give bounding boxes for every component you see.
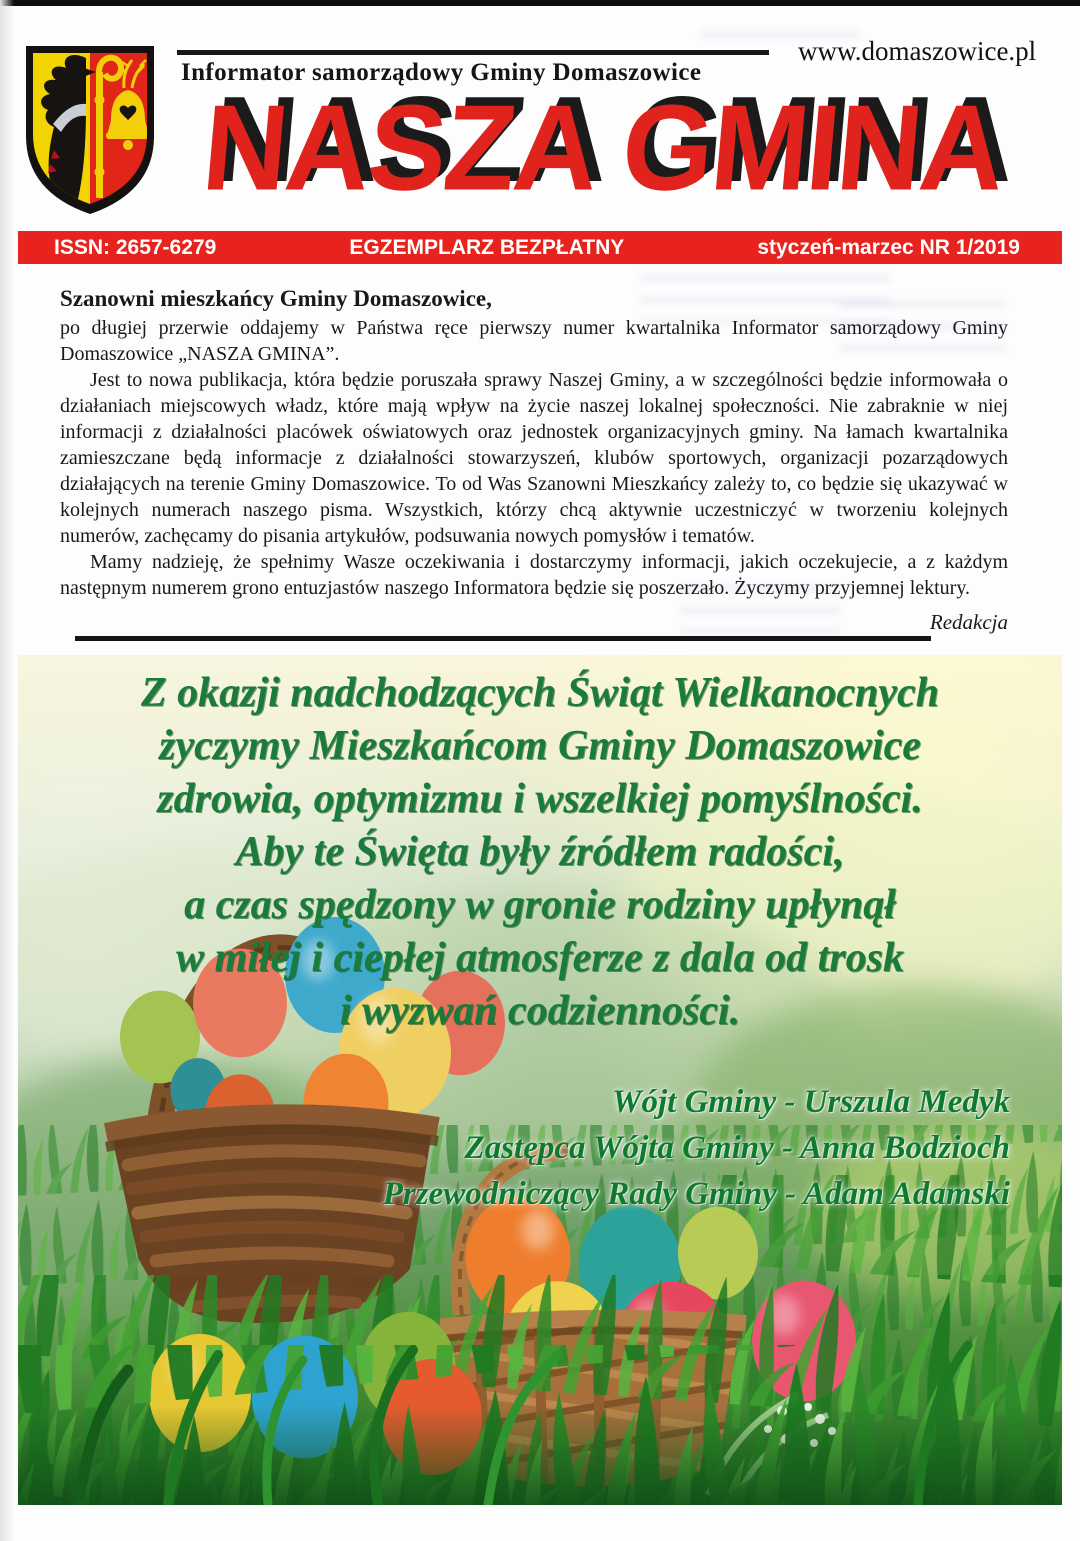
publication-subtitle: Informator samorządowy Gminy Domaszowice — [181, 59, 702, 86]
signature-wojt: Wójt Gminy - Urszula Medyk — [612, 1084, 1010, 1120]
letter-paragraph-3: Mamy nadzieję, że spełnimy Wasze oczekiwania i dostarczymy informacji, jakich oczekujecie, a z każdym następnym numerem grono entuzjastów naszego Informatora będzie się poszerzało. Życzymy przyjemnej lektury. — [60, 551, 1008, 599]
letter-paragraph-2: Jest to nowa publikacja, która będzie poruszała sprawy Naszej Gminy, a w szczególności będzie informowała o działaniach miejscowych władz, które mają wpływ na życie naszej lokalnej społeczności. Nie zabraknie w niej informacji z działalności placówek oświatowych oraz jednostek organizacyjnych gminy. Na łamach kwartalnika zamieszczane będą informacje z działalności stowarzyszeń, klubów sportowych, organizacji pozarządowych działających na terenie Gminy Domaszowice. To od Was Szanowni Mieszkańcy zależy to, co będzie się ukazywać w kolejnych numerach naszego pisma. Wszystkich, którzy chcą aktywnie uczestniczyć w tworzeniu kolejnych numerów, zachęcamy do pisania artykułów, podsuwania nowych pomysłów i tematów. — [60, 369, 1008, 547]
letter-signoff: Redakcja — [929, 610, 1008, 634]
letter-paragraph-1: po długiej przerwie oddajemy w Państwa ręce pierwszy numer kwartalnika Informator samorządowy Gminy Domaszowice „NASZA GMINA”. — [60, 317, 1008, 365]
scan-left-edge — [0, 0, 14, 1541]
free-copy-label: EGZEMPLARZ BEZPŁATNY — [349, 235, 625, 259]
easter-greeting-card — [18, 655, 1062, 1505]
letter-salutation: Szanowni mieszkańcy Gminy Domaszowice, — [60, 286, 492, 311]
greeting-line: zdrowia, optymizmu i wszelkiej pomyślności. — [157, 776, 923, 822]
signature-zastepca: Zastępca Wójta Gminy - Anna Bodzioch — [464, 1130, 1010, 1166]
masthead-title: NASZA GMINA — [197, 79, 1009, 216]
editorial-letter — [60, 286, 1008, 635]
scan-top-edge — [0, 0, 1080, 6]
greeting-signatures — [383, 1079, 1010, 1217]
issue-date-label: styczeń-marzec NR 1/2019 — [757, 235, 1020, 259]
section-divider-rule — [75, 636, 931, 641]
greeting-text — [18, 667, 1062, 1038]
greeting-line: a czas spędzony w gronie rodziny upłynął — [184, 882, 896, 928]
header-rule — [177, 50, 769, 55]
greeting-line: Aby te Święta były źródłem radości, — [235, 829, 845, 875]
issue-info-bar — [18, 231, 1062, 264]
coat-of-arms-emblem — [20, 42, 160, 218]
greeting-line: i wyzwań codzienności. — [339, 988, 741, 1034]
greeting-line: Z okazji nadchodzących Świąt Wielkanocnych — [140, 670, 940, 716]
website-url: www.domaszowice.pl — [798, 36, 1037, 66]
greeting-line: życzymy Mieszkańcom Gminy Domaszowice — [159, 723, 921, 769]
signature-przewodniczacy: Przewodniczący Rady Gminy - Adam Adamski — [382, 1176, 1010, 1212]
issn-label: ISSN: 2657-6279 — [54, 235, 217, 259]
greeting-line: w miłej i ciepłej atmosferze z dala od trosk — [176, 935, 904, 981]
